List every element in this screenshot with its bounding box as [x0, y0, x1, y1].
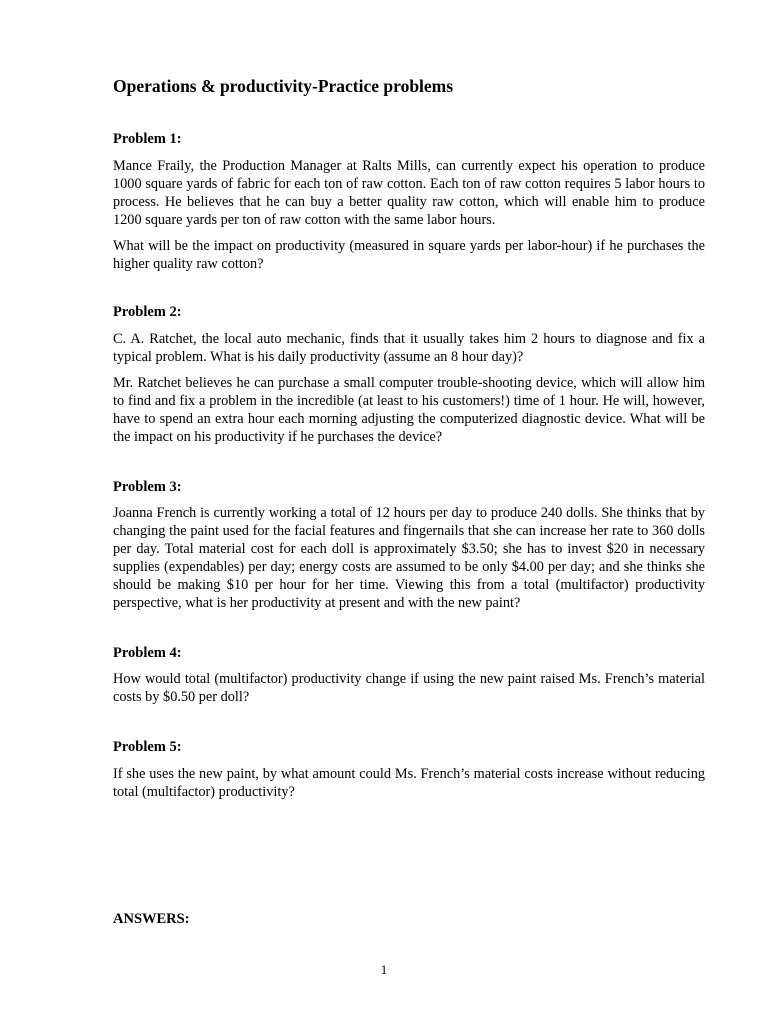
- problem-3-heading: Problem 3:: [113, 479, 182, 495]
- answers-heading: ANSWERS:: [113, 911, 190, 927]
- problem-4-heading: Problem 4:: [113, 645, 182, 661]
- problem-1-heading: Problem 1:: [113, 131, 182, 147]
- problem-5-heading: Problem 5:: [113, 739, 182, 755]
- problem-3-paragraph-1: Joanna French is currently working a total of 12 hours per day to produce 240 dolls. She thinks that by changing the paint used for the facial features and fingernails that she can increase her rate to 360 dolls per day. Total material cost for each doll is approximately $3.50; she has to invest $20 in necessary supplies (expendables) per day; energy costs are assumed to be only $4.00 per day; and she thinks she should be making $10 per hour for her time. Viewing this from a total (multifactor) productivity perspective, what is her productivity at present and with the new paint?: [113, 505, 705, 612]
- problem-1-paragraph-1: Mance Fraily, the Production Manager at Ralts Mills, can currently expect his operation to produce 1000 square yards of fabric for each ton of raw cotton. Each ton of raw cotton requires 5 labor hours to process. He believes that he can buy a better quality raw cotton, which will enable him to produce 1200 square yards per ton of raw cotton with the same labor hours.: [113, 158, 705, 229]
- problem-5-paragraph-1: If she uses the new paint, by what amount could Ms. French’s material costs increase without reducing total (multifactor) productivity?: [113, 766, 705, 801]
- problem-2-heading: Problem 2:: [113, 304, 182, 320]
- problem-2-paragraph-1: C. A. Ratchet, the local auto mechanic, finds that it usually takes him 2 hours to diagnose and fix a typical problem. What is his daily productivity (assume an 8 hour day)?: [113, 331, 705, 366]
- page-number: 1: [380, 962, 388, 977]
- problem-1-paragraph-2: What will be the impact on productivity (measured in square yards per labor-hour) if he purchases the higher quality raw cotton?: [113, 238, 705, 273]
- problem-4-paragraph-1: How would total (multifactor) productivity change if using the new paint raised Ms. French’s material costs by $0.50 per doll?: [113, 671, 705, 706]
- document-title: Operations & productivity-Practice problems: [113, 76, 454, 96]
- problem-2-paragraph-2: Mr. Ratchet believes he can purchase a small computer trouble-shooting device, which will allow him to find and fix a problem in the incredible (at least to his customers!) time of 1 hour. He will, however, have to spend an extra hour each morning adjusting the computerized diagnostic device. What will be the impact on his productivity if he purchases the device?: [113, 375, 705, 446]
